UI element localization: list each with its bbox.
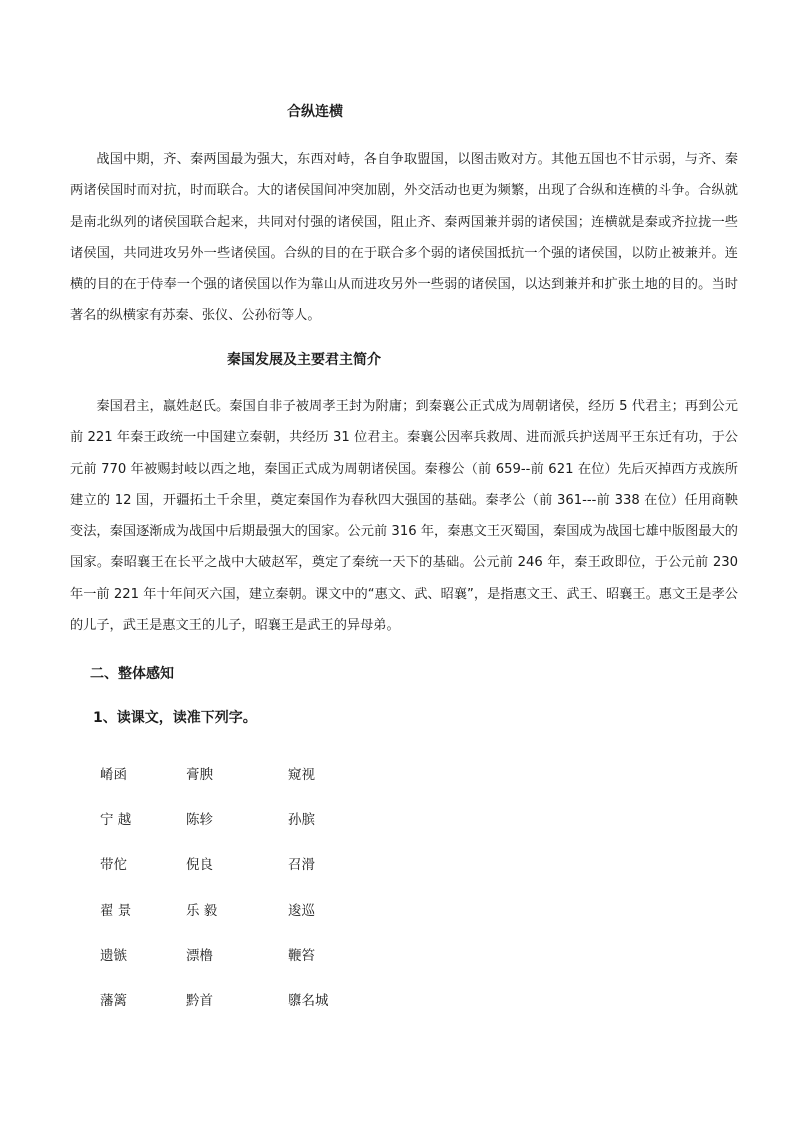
character-item: 带佗 xyxy=(100,857,127,874)
character-item: 窥视 xyxy=(288,766,315,783)
character-item: 倪良 xyxy=(186,857,213,874)
character-row xyxy=(100,976,408,1021)
character-item: 翟 景 xyxy=(100,902,132,919)
character-item: 乐 毅 xyxy=(186,902,218,919)
section-title-hezong-lianheng: 合纵连横 xyxy=(287,104,343,120)
section-title-qin-development: 秦国发展及主要君主简介 xyxy=(227,352,381,368)
character-row xyxy=(100,795,408,840)
character-item: 遗镞 xyxy=(100,947,127,964)
character-row xyxy=(100,841,408,886)
character-item: 鞭笞 xyxy=(288,947,315,964)
paragraph-qin-development: 秦国君主，嬴姓赵氏。秦国自非子被周孝王封为附庸；到秦襄公正式成为周朝诸侯，经历 5 代君主；再到公元前 221 年秦王政统一中国建立秦朝，共经历 31 位君主。秦襄公因率兵救周、进而派兵护送周平王东迁有功，于公元前 770 年被赐封岐以西之地，秦国正式成为周朝诸侯国。秦穆公（前 659--前 621 在位）先后灭掉西方戎族所建立的 12 国，开疆拓土千余里，奠定秦国作为春秋四大强国的基础。秦孝公（前 361---前 338 在位）任用商鞅变法，秦国逐渐成为战国中后期最强大的国家。公元前 316 年，秦惠文王灭蜀国，秦国成为战国七雄中版图最大的国家。秦昭襄王在长平之战中大破赵军，奠定了秦统一天下的基础。公元前 246 年，秦王政即位，于公元前 230 年一前 221 年十年间灭六国，建立秦朝。课文中的“惠文、武、昭襄”，是指惠文王、武王、昭襄王。惠文王是孝公的儿子，武王是惠文王的儿子，昭襄王是武王的异母弟。 xyxy=(70,399,738,634)
character-item: 孙膑 xyxy=(288,811,315,828)
character-item: 隳名城 xyxy=(288,993,329,1010)
character-row xyxy=(100,886,408,931)
character-item: 漂橹 xyxy=(186,947,213,964)
character-item: 宁 越 xyxy=(100,811,132,828)
character-item: 召滑 xyxy=(288,857,315,874)
character-item: 藩篱 xyxy=(100,993,127,1010)
character-item: 膏腴 xyxy=(186,766,213,783)
character-row xyxy=(100,750,408,795)
section-heading-overall-perception: 二、整体感知 xyxy=(90,666,174,682)
character-list xyxy=(100,750,408,1022)
task-heading-read-characters: 1、读课文，读准下列字。 xyxy=(93,710,257,726)
character-row xyxy=(100,931,408,976)
character-item: 黔首 xyxy=(186,993,213,1010)
character-item: 崤函 xyxy=(100,766,127,783)
character-item: 陈轸 xyxy=(186,811,213,828)
paragraph-hezong-lianheng: 战国中期，齐、秦两国最为强大，东西对峙，各自争取盟国，以图击败对方。其他五国也不甘示弱，与齐、秦两诸侯国时而对抗，时而联合。大的诸侯国间冲突加剧，外交活动也更为频繁，出现了合纵和连横的斗争。合纵就是南北纵列的诸侯国联合起来，共同对付强的诸侯国，阻止齐、秦两国兼并弱的诸侯国；连横就是秦或齐拉拢一些诸侯国，共同进攻另外一些诸侯国。合纵的目的在于联合多个弱的诸侯国抵抗一个强的诸侯国，以防止被兼并。连横的目的在于侍奉一个强的诸侯国以作为靠山从而进攻另外一些弱的诸侯国，以达到兼并和扩张土地的目的。当时著名的纵横家有苏秦、张仪、公孙衍等人。 xyxy=(70,152,738,324)
character-item: 逡巡 xyxy=(288,902,315,919)
